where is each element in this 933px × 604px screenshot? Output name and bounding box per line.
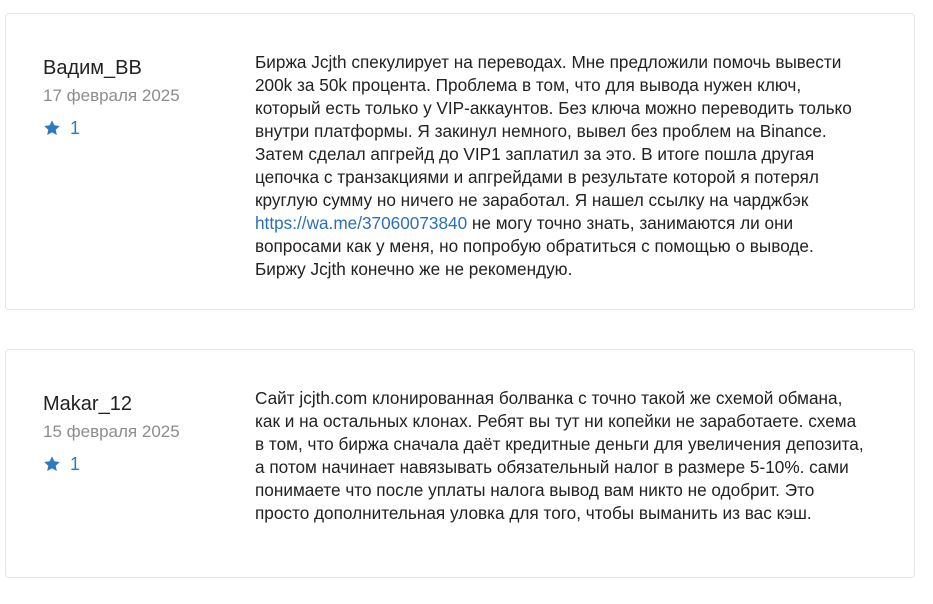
review-rating[interactable] [43,453,243,475]
review-text: Сайт jcjth.com клонированная болванка с точно такой же схемой обмана, как и на остальных клонах. Ребят вы тут ни копейки не заработаете. схема в том, что биржа сначала даёт кредитные деньги для увеличения депозита, а потом начинает навязывать обязательный налог в размере 5-10%. сами понимаете что после уплаты налога вывод вам никто не одобрит. Это просто дополнительная уловка для того, чтобы выманить из вас кэш. [255,388,864,523]
review-rating[interactable] [43,117,243,139]
review-link[interactable]: https://wa.me/37060073840 [255,213,468,233]
review-date: 15 февраля 2025 [43,422,180,441]
star-icon [43,119,61,137]
rating-count: 1 [70,454,81,474]
review-text-part: Биржа Jcjth спекулирует на переводах. Мне предложили помочь вывести 200k за 50k процента. Проблема в том, что для вывода нужен ключ, который есть только у VIP-аккаунтов. Без ключа можно переводить только внутри платформы. Я закинул немного, вывел без проблем на Binance. Затем сделал апгрейд до VIP1 заплатил за это. В итоге пошла другая цепочка с транзакциями и апгрейдами в результате которой я потерял круглую сумму но ничего не заработал. Я нашел ссылку на чарджбэк [255,52,852,210]
review-text [255,51,865,281]
review-text-part: не могу точно знать, занимаются ли они вопросами как у меня, но попробую обратиться с помощью о выводе. Биржу Jcjth конечно же не рекомендую. [255,213,814,279]
rating-count: 1 [70,118,81,138]
review-card [5,13,915,310]
review-card [5,349,915,578]
review-date: 17 февраля 2025 [43,86,180,105]
star-icon [43,455,61,473]
review-meta [43,390,243,475]
review-author[interactable]: Вадим_BB [43,57,142,79]
review-author[interactable]: Makar_12 [43,393,132,415]
review-meta [43,54,243,139]
